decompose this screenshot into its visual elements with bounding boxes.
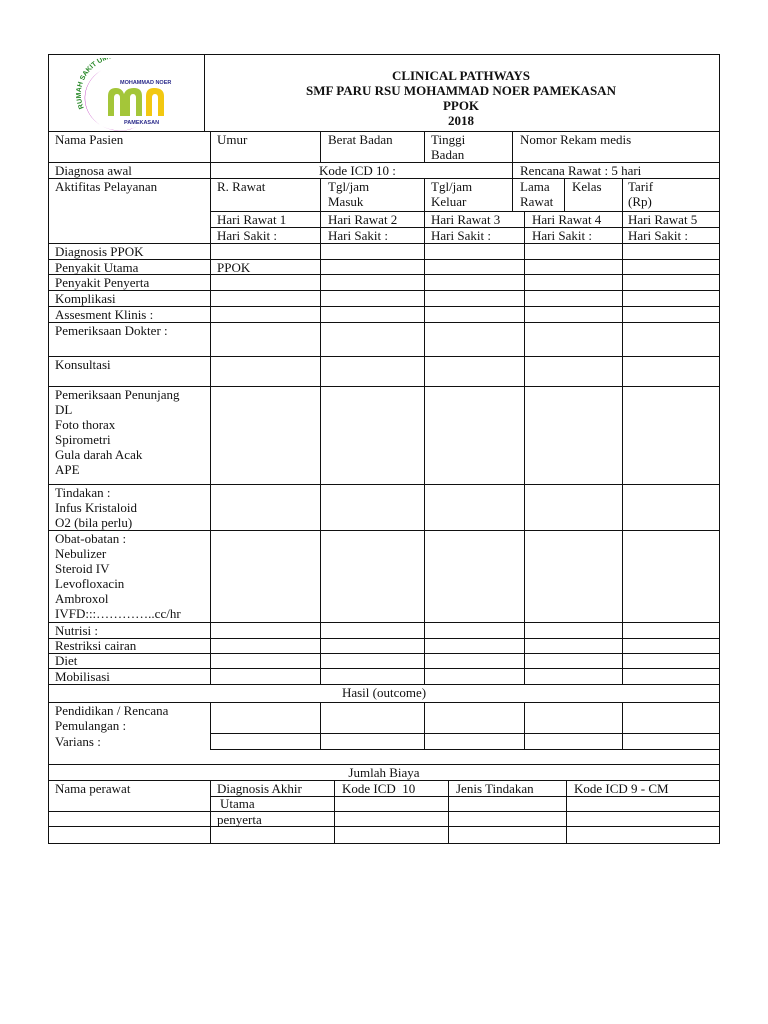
grid-line (424, 702, 425, 750)
label-penyakit-penyerta: Penyakit Penyerta (55, 275, 150, 290)
label-hasil-outcome: Hasil (outcome) (341, 685, 427, 700)
grid-line (524, 211, 525, 260)
hari-rawat-5: Hari Rawat 5 (628, 212, 698, 227)
grid-line (210, 796, 720, 797)
label-tinggi: Tinggi (431, 132, 466, 147)
form-header (204, 68, 718, 128)
label-pemeriksaan-dokter: Pemeriksaan Dokter : (55, 323, 168, 338)
label-r-rawat: R. Rawat (217, 179, 266, 194)
label-nutrisi: Nutrisi : (55, 623, 98, 638)
grid-line (622, 211, 623, 260)
label-foto-thorax: Foto thorax (55, 417, 116, 432)
label-pemeriksaan-penunjang: Pemeriksaan Penunjang (55, 387, 180, 402)
label-obat-obatan: Obat-obatan : (55, 531, 127, 546)
label-diagnosis-akhir: Diagnosis Akhir (217, 781, 302, 796)
label-berat-badan: Berat Badan (328, 132, 393, 147)
hari-rawat-4: Hari Rawat 4 (532, 212, 602, 227)
grid-line (48, 243, 720, 244)
grid-line (210, 178, 211, 260)
label-nomor-rekam-medis: Nomor Rekam medis (520, 132, 632, 147)
hospital-logo (58, 58, 206, 132)
label-mobilisasi: Mobilisasi (55, 669, 110, 684)
label-lama: Lama (520, 179, 550, 194)
grid-line (48, 638, 720, 639)
label-steroid-iv: Steroid IV (55, 561, 110, 576)
grid-line (48, 622, 720, 623)
grid-line (524, 702, 525, 750)
label-umur: Umur (217, 132, 248, 147)
label-rp: (Rp) (628, 194, 652, 209)
logo-name-text: MOHAMMAD NOER (120, 80, 172, 86)
grid-line (210, 780, 211, 843)
hari-sakit-4: Hari Sakit : (532, 228, 592, 243)
hari-rawat-3: Hari Rawat 3 (431, 212, 501, 227)
label-tgl-jam-keluar: Tgl/jam (431, 179, 473, 194)
label-rawat: Rawat (520, 194, 554, 209)
label-kode-icd-9-cm: Kode ICD 9 - CM (574, 781, 669, 796)
grid-line (622, 178, 623, 212)
grid-line (210, 702, 211, 750)
grid-line (622, 259, 623, 685)
label-dl: DL (55, 402, 73, 417)
header-year: 2018 (448, 113, 474, 128)
label-pemulangan: Pemulangan : (55, 718, 127, 733)
label-utama: Utama (220, 796, 255, 811)
label-nama-perawat: Nama perawat (55, 781, 131, 796)
label-pendidikan: Pendidikan / Rencana (55, 703, 169, 718)
grid-line (424, 178, 425, 260)
label-aktifitas-pelayanan: Aktifitas Pelayanan (55, 179, 158, 194)
label-konsultasi: Konsultasi (55, 357, 111, 372)
grid-line (48, 530, 720, 531)
hari-sakit-5: Hari Sakit : (628, 228, 688, 243)
grid-line (448, 780, 449, 843)
label-assesment-klinis: Assesment Klinis : (55, 307, 154, 322)
grid-line (204, 54, 205, 132)
label-infus-kristaloid: Infus Kristaloid (55, 500, 137, 515)
label-o2: O2 (bila perlu) (55, 515, 133, 530)
grid-line (320, 131, 321, 163)
grid-line (320, 259, 321, 685)
header-hospital: SMF PARU RSU MOHAMMAD NOER PAMEKASAN (306, 83, 616, 98)
label-diet: Diet (55, 653, 78, 668)
label-spirometri: Spirometri (55, 432, 111, 447)
grid-line (48, 826, 720, 827)
label-levofloxacin: Levofloxacin (55, 576, 125, 591)
grid-line (622, 702, 623, 750)
clinical-pathway-form (48, 54, 720, 844)
grid-line (512, 131, 513, 179)
grid-line (566, 780, 567, 843)
label-penyerta: penyerta (217, 812, 262, 827)
grid-line (524, 259, 525, 685)
label-komplikasi: Komplikasi (55, 291, 116, 306)
grid-line (48, 484, 720, 485)
label-diagnosis-ppok: Diagnosis PPOK (55, 244, 144, 259)
label-tindakan: Tindakan : (55, 485, 111, 500)
grid-line (48, 653, 720, 654)
hari-sakit-3: Hari Sakit : (431, 228, 491, 243)
label-tgl-jam-masuk: Tgl/jam (328, 179, 370, 194)
grid-line (512, 178, 513, 212)
label-jumlah-biaya: Jumlah Biaya (348, 765, 420, 780)
grid-line (210, 259, 211, 685)
hari-rawat-1: Hari Rawat 1 (217, 212, 287, 227)
label-gula-darah-acak: Gula darah Acak (55, 447, 143, 462)
label-kelas: Kelas (572, 179, 602, 194)
grid-line (564, 178, 565, 212)
logo-arc-text: RUMAH SAKIT UM (75, 58, 110, 110)
label-kode-icd-10-footer: Kode ICD 10 (342, 781, 416, 796)
label-penyakit-utama: Penyakit Utama (55, 260, 139, 275)
grid-line (48, 259, 720, 260)
grid-line (320, 702, 321, 750)
grid-line (334, 780, 335, 843)
grid-line (320, 178, 321, 260)
header-title: CLINICAL PATHWAYS (391, 68, 531, 83)
label-diagnosa-awal: Diagnosa awal (55, 163, 132, 178)
logo-city-text: PAMEKASAN (124, 120, 160, 126)
label-badan: Badan (431, 147, 465, 162)
grid-line (210, 131, 211, 179)
grid-line (48, 811, 720, 812)
label-rencana-rawat: Rencana Rawat : 5 hari (520, 163, 642, 178)
hari-sakit-1: Hari Sakit : (217, 228, 277, 243)
label-nebulizer: Nebulizer (55, 546, 107, 561)
label-restriksi-cairan: Restriksi cairan (55, 638, 137, 653)
label-ape: APE (55, 462, 80, 477)
grid-line (48, 290, 720, 291)
header-disease: PPOK (442, 98, 480, 113)
grid-line (210, 749, 720, 750)
grid-line (210, 733, 720, 734)
label-nama-pasien: Nama Pasien (55, 132, 124, 147)
logo-n-shape (146, 88, 164, 116)
label-varians: Varians : (55, 734, 101, 749)
label-ambroxol: Ambroxol (55, 591, 109, 606)
hospital-logo-icon (58, 58, 206, 132)
label-jenis-tindakan: Jenis Tindakan (456, 781, 534, 796)
label-tarif: Tarif (628, 179, 654, 194)
value-ppok: PPOK (217, 260, 251, 275)
hari-rawat-2: Hari Rawat 2 (328, 212, 398, 227)
grid-line (424, 259, 425, 685)
label-ivfd: IVFD:::…………..cc/hr (55, 606, 181, 621)
label-masuk: Masuk (328, 194, 364, 209)
hari-sakit-2: Hari Sakit : (328, 228, 388, 243)
grid-line (48, 668, 720, 669)
grid-line (48, 356, 720, 357)
label-kode-icd-10: Kode ICD 10 : (319, 163, 396, 178)
label-keluar: Keluar (431, 194, 467, 209)
logo-m-shape (108, 88, 142, 116)
grid-line (424, 131, 425, 163)
